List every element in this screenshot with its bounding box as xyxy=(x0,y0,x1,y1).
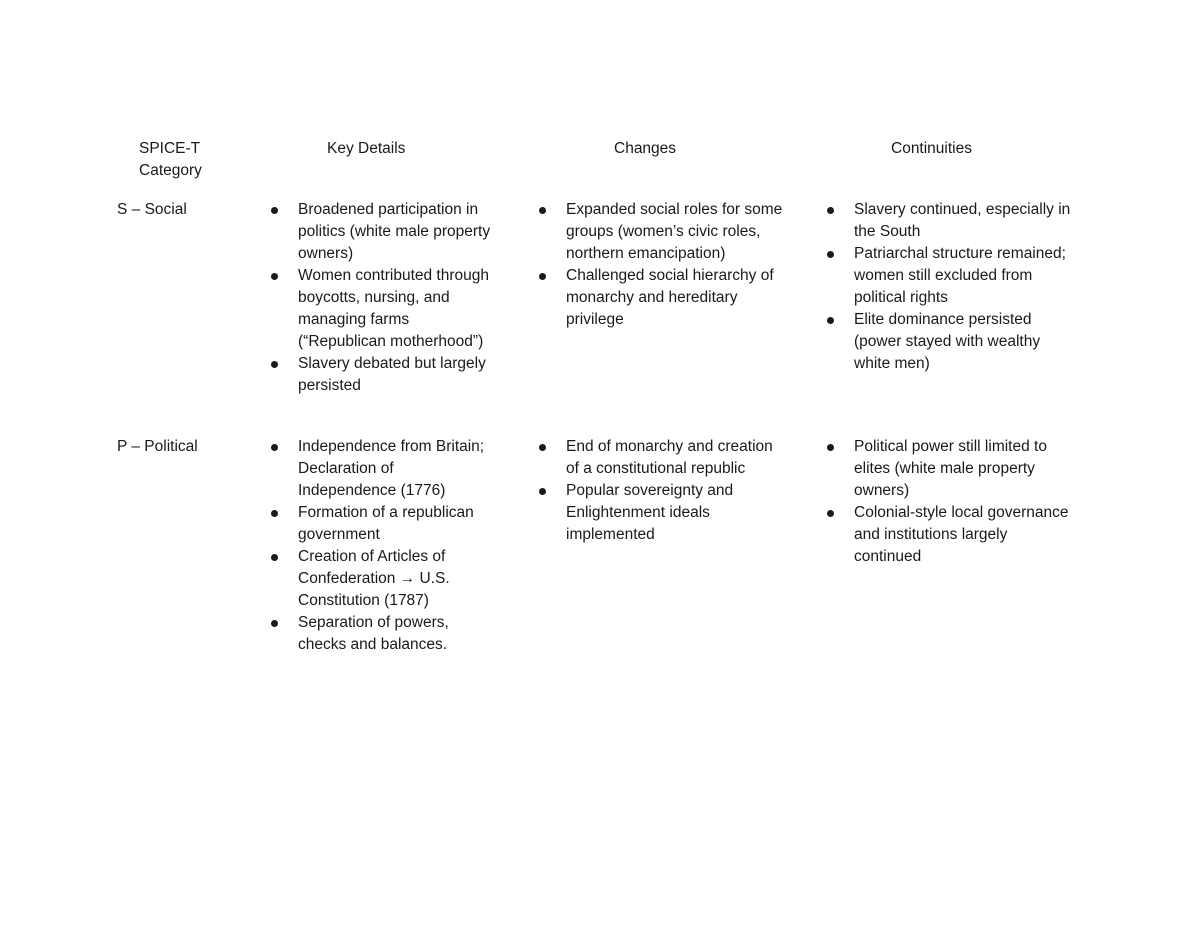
social-key-details xyxy=(271,199,501,397)
bullet-icon xyxy=(271,554,278,561)
list-item: Independence from Britain; Declaration of Independence (1776) xyxy=(271,436,496,502)
list-item: Elite dominance persisted (power stayed with wealthy white men) xyxy=(827,309,1077,375)
row-category-social: S – Social xyxy=(117,201,187,218)
header-changes: Changes xyxy=(614,140,677,157)
bullet-icon xyxy=(271,361,278,368)
header-key-details: Key Details xyxy=(327,140,406,157)
list-item: Women contributed through boycotts, nursing, and managing farms (“Republican motherhood”) xyxy=(271,265,501,353)
list-item: Political power still limited to elites (white male property owners) xyxy=(827,436,1072,502)
bullet-icon xyxy=(271,444,278,451)
political-key-details xyxy=(271,436,496,656)
bullet-icon xyxy=(539,444,546,451)
social-changes xyxy=(539,199,789,331)
list-item: Expanded social roles for some groups (women’s civic roles, northern emancipation) xyxy=(539,199,789,265)
bullet-icon xyxy=(539,488,546,495)
list-item: Patriarchal structure remained; women still excluded from political rights xyxy=(827,243,1077,309)
list-item: Popular sovereignty and Enlightenment ideals implemented xyxy=(539,480,779,546)
bullet-icon xyxy=(539,273,546,280)
list-item: End of monarchy and creation of a constitutional republic xyxy=(539,436,779,480)
political-continuities xyxy=(827,436,1072,568)
list-item: Slavery continued, especially in the South xyxy=(827,199,1077,243)
bullet-icon xyxy=(827,444,834,451)
bullet-icon xyxy=(539,207,546,214)
bullet-icon xyxy=(827,251,834,258)
bullet-icon xyxy=(827,317,834,324)
bullet-icon xyxy=(271,207,278,214)
bullet-icon xyxy=(827,207,834,214)
bullet-icon xyxy=(271,620,278,627)
political-changes xyxy=(539,436,779,546)
list-item: Slavery debated but largely persisted xyxy=(271,353,501,397)
bullet-icon xyxy=(271,510,278,517)
list-item: Separation of powers, checks and balances. xyxy=(271,612,496,656)
row-category-political: P – Political xyxy=(117,438,198,455)
header-continuities: Continuities xyxy=(891,140,972,157)
header-category xyxy=(139,138,249,182)
list-item: Creation of Articles of Confederation → U.S. Constitution (1787) xyxy=(271,546,496,612)
header-category-line1: SPICE-T xyxy=(139,140,201,157)
bullet-icon xyxy=(827,510,834,517)
header-category-line2: Category xyxy=(139,162,202,179)
list-item: Broadened participation in politics (white male property owners) xyxy=(271,199,501,265)
list-item: Colonial-style local governance and institutions largely continued xyxy=(827,502,1072,568)
social-continuities xyxy=(827,199,1077,375)
list-item: Formation of a republican government xyxy=(271,502,496,546)
bullet-icon xyxy=(271,273,278,280)
list-item: Challenged social hierarchy of monarchy and hereditary privilege xyxy=(539,265,789,331)
